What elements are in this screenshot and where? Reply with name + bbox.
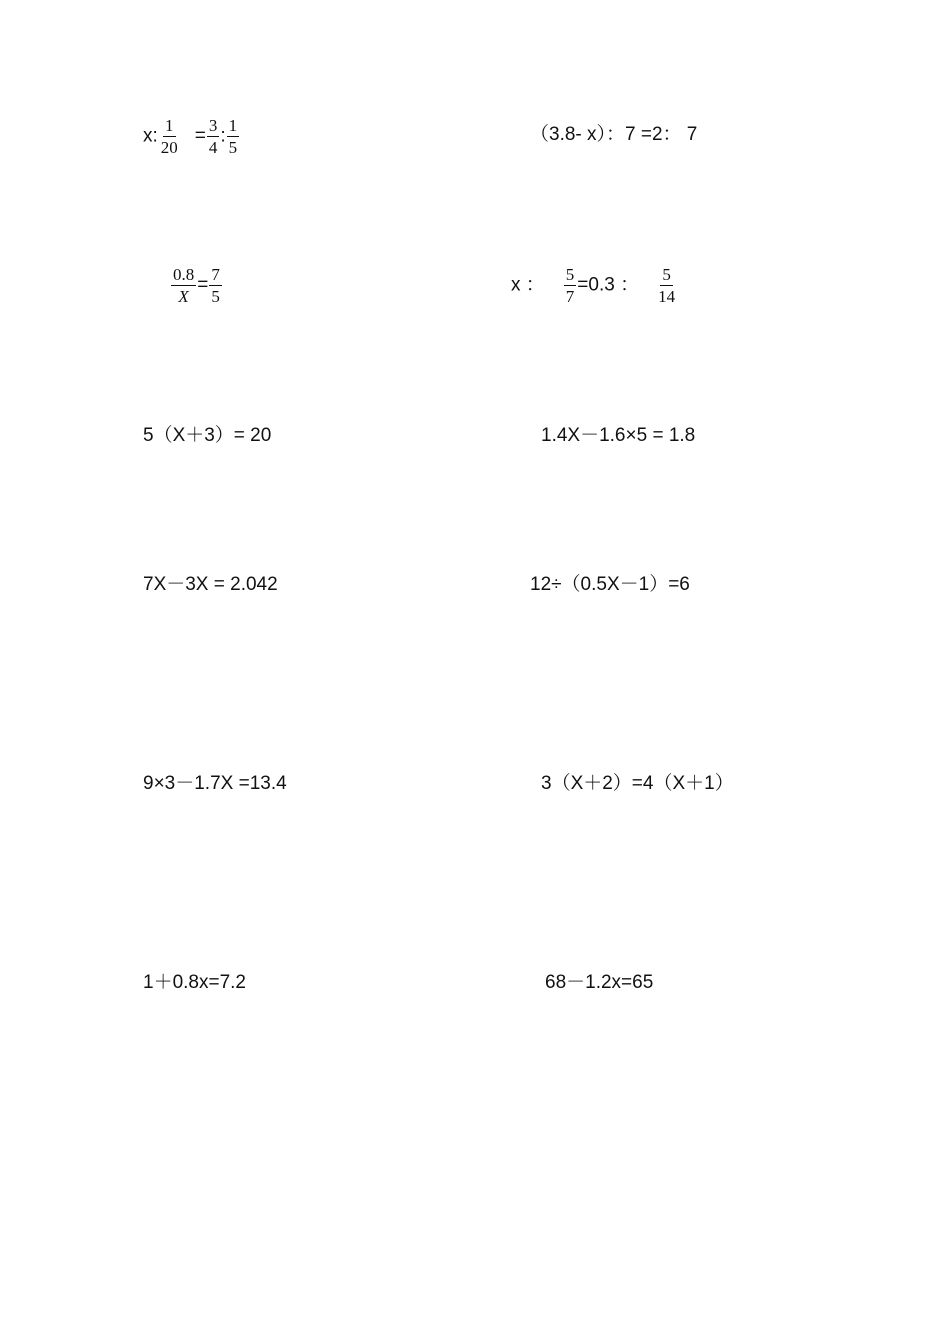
- denominator: 20: [160, 138, 178, 157]
- denominator: 7: [565, 287, 575, 306]
- equation-9: 9×3－1.7X =13.4: [143, 773, 287, 794]
- fraction: [227, 117, 240, 156]
- equation-11: 1＋0.8x=7.2: [143, 972, 246, 993]
- equation-2: （3.8- x）：7 =2： 7: [530, 124, 698, 145]
- numerator: 5: [565, 265, 575, 284]
- denominator: 14: [658, 287, 676, 306]
- equation-4: [511, 266, 678, 305]
- equation-5: 5（X＋3）= 20: [143, 425, 272, 446]
- equation-8: 12÷（0.5X－1）=6: [530, 574, 690, 595]
- fraction: [564, 266, 577, 305]
- fraction: [209, 266, 222, 305]
- equation-6: 1.4X－1.6×5 = 1.8: [541, 425, 696, 446]
- ratio-colon: :: [220, 125, 226, 147]
- denominator: 4: [208, 138, 218, 157]
- equation-4-mid: =0.3 ：: [577, 274, 640, 296]
- numerator: 1: [165, 116, 174, 135]
- numerator: 3: [208, 116, 218, 135]
- equation-10: 3（X＋2）=4（X＋1）: [541, 773, 734, 794]
- numerator: 0.8: [173, 265, 195, 284]
- fraction: [207, 117, 220, 156]
- equation-12: 68－1.2x=65: [545, 972, 654, 993]
- fraction: [171, 266, 196, 305]
- numerator: 1: [228, 116, 238, 135]
- equation-1-lead: x:: [143, 125, 158, 147]
- equation-1: [143, 117, 240, 156]
- denominator: 5: [211, 287, 220, 306]
- fraction: [656, 266, 677, 305]
- equals-sign: =: [194, 125, 206, 147]
- equation-4-lead: x ：: [511, 274, 545, 296]
- denominator: X: [178, 287, 189, 306]
- equation-7: 7X－3X = 2.042: [143, 574, 278, 595]
- numerator: 5: [662, 265, 671, 284]
- equals-sign: =: [197, 274, 209, 296]
- equation-3: [170, 266, 223, 305]
- numerator: 7: [211, 265, 220, 284]
- fraction: [159, 117, 180, 156]
- denominator: 5: [228, 138, 238, 157]
